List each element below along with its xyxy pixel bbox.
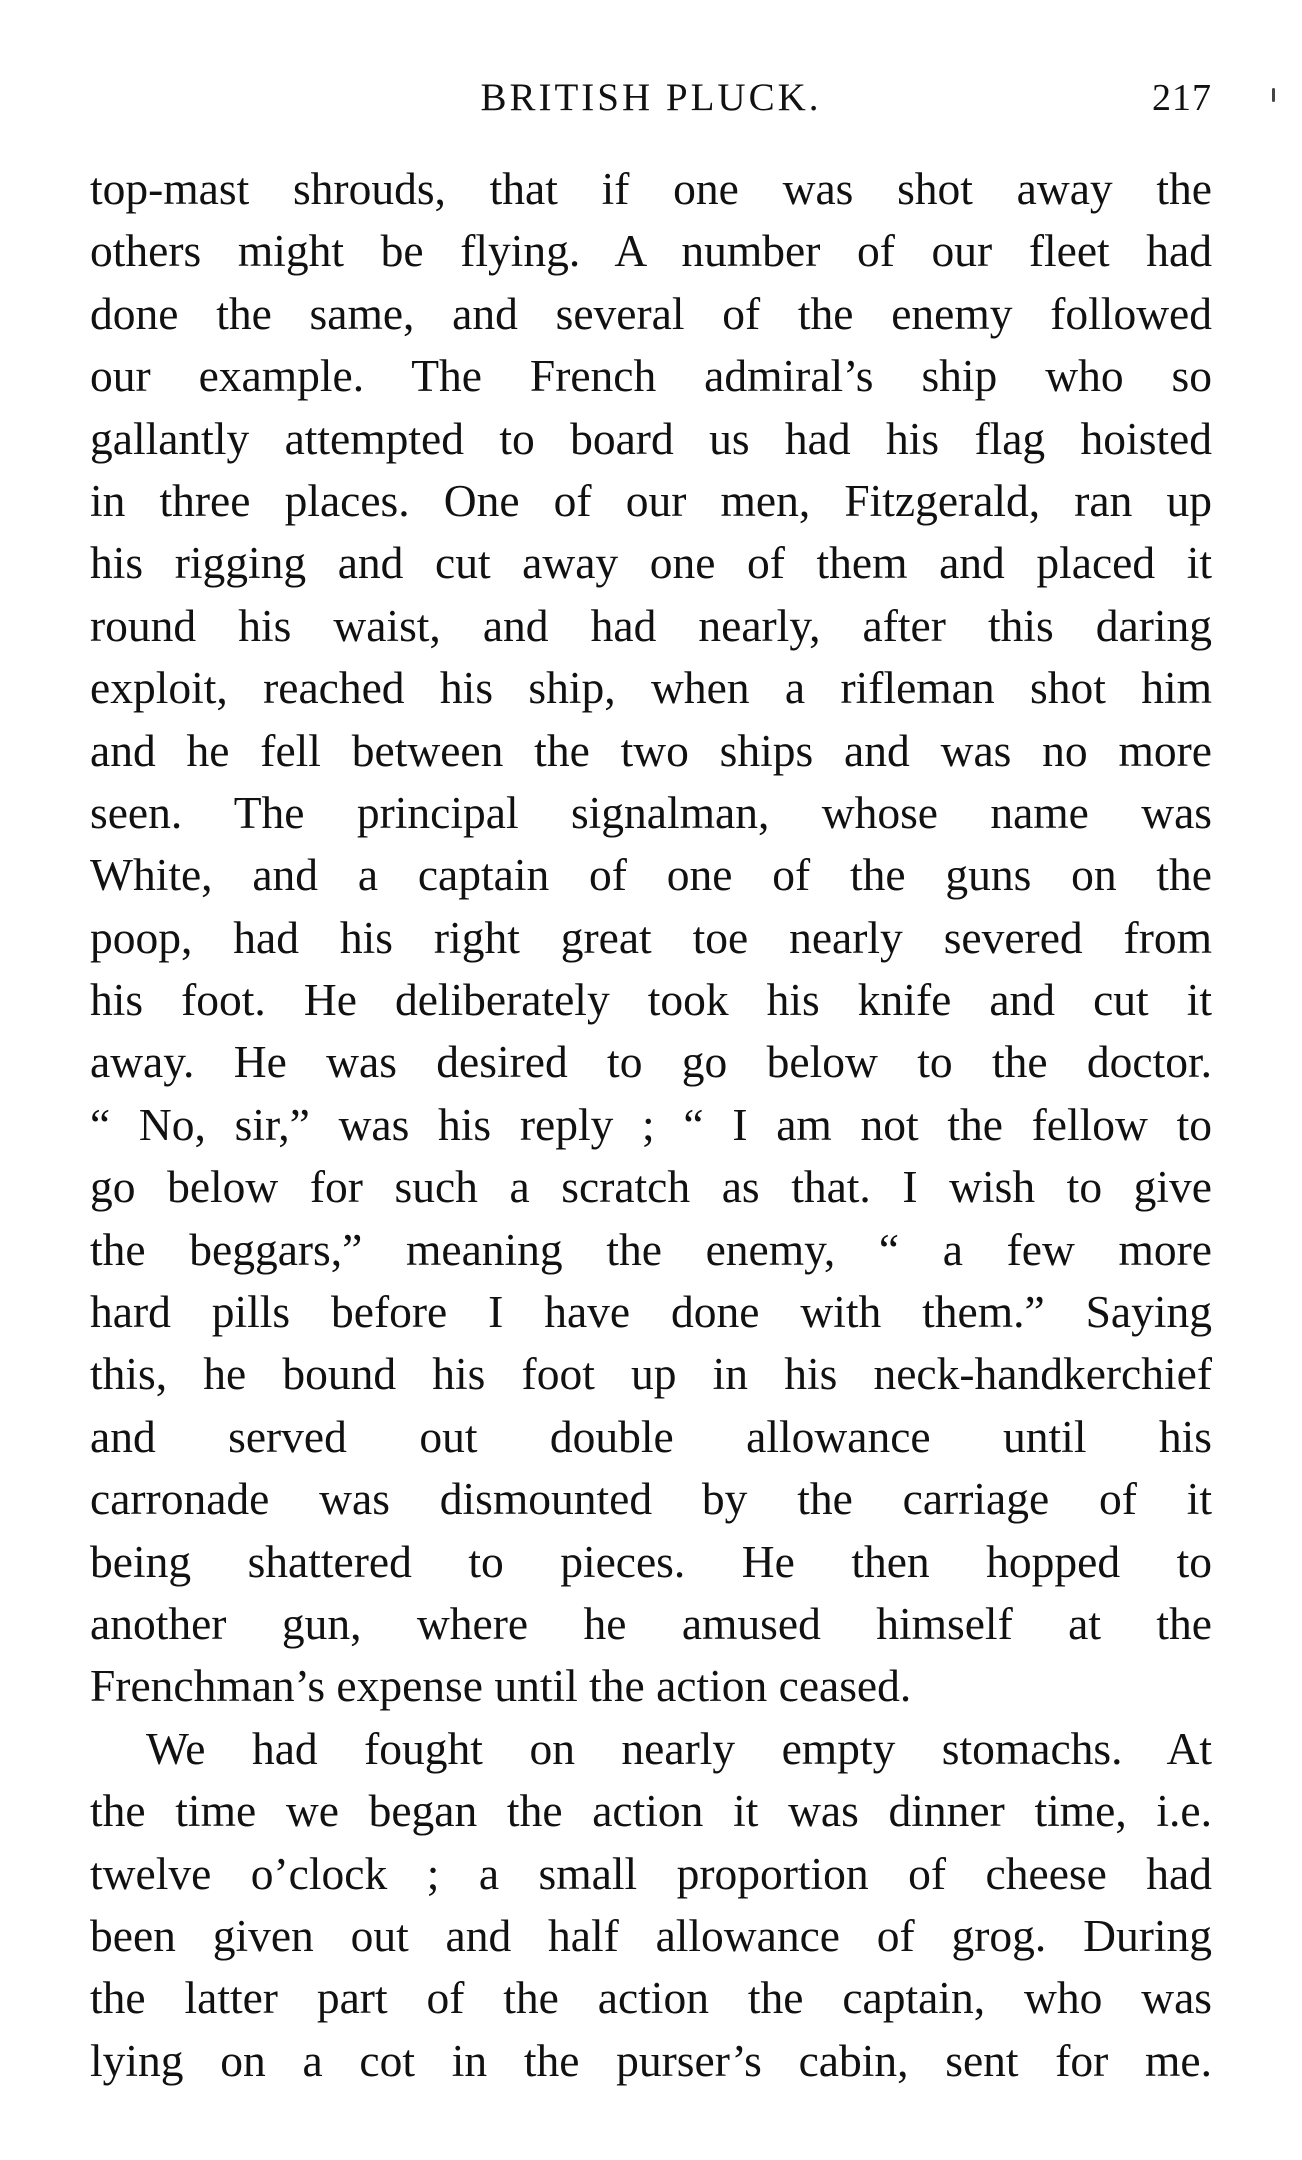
- text-line: away. He was desired to go below to the doctor.: [90, 1036, 1212, 1088]
- text-line: another gun, where he amused himself at the: [90, 1597, 1212, 1649]
- text-line: carronade was dismounted by the carriage of it: [90, 1473, 1212, 1525]
- print-speck: [1272, 88, 1275, 102]
- text-line: twelve o’clock ; a small proportion of cheese had: [90, 1847, 1212, 1899]
- text-line: gallantly attempted to board us had his flag hoisted: [90, 412, 1212, 464]
- text-line: and he fell between the two ships and was no more: [90, 724, 1212, 776]
- text-line: seen. The principal signalman, whose name was: [90, 786, 1212, 838]
- text-line: and served out double allowance until his: [90, 1410, 1212, 1462]
- text-line: the time we began the action it was dinner time, i.e.: [90, 1785, 1212, 1837]
- text-line: go below for such a scratch as that. I wish to give: [90, 1161, 1212, 1213]
- text-line: in three places. One of our men, Fitzgerald, ran up: [90, 474, 1212, 526]
- text-line: others might be flying. A number of our fleet had: [90, 225, 1212, 277]
- text-line: We had fought on nearly empty stomachs. At: [146, 1722, 1212, 1774]
- text-line: done the same, and several of the enemy followed: [90, 287, 1212, 339]
- paragraph: [90, 158, 1212, 1718]
- text-line: the beggars,” meaning the enemy, “ a few more: [90, 1223, 1212, 1275]
- running-title: BRITISH PLUCK.: [480, 76, 822, 119]
- running-header: [90, 68, 1212, 128]
- text-line: lying on a cot in the purser’s cabin, sent for me.: [90, 2034, 1212, 2086]
- text-line: been given out and half allowance of grog. During: [90, 1909, 1212, 1961]
- body-text: [90, 158, 1212, 2092]
- text-line: the latter part of the action the captain, who was: [90, 1972, 1212, 2024]
- text-line: his rigging and cut away one of them and placed it: [90, 537, 1212, 589]
- paragraph: [90, 1718, 1212, 2092]
- text-line: round his waist, and had nearly, after this daring: [90, 599, 1212, 651]
- text-line: poop, had his right great toe nearly severed from: [90, 911, 1212, 963]
- text-line: Frenchman’s expense until the action ceased.: [90, 1660, 912, 1712]
- text-line: this, he bound his foot up in his neck-handkerchief: [90, 1348, 1212, 1400]
- text-line: top-mast shrouds, that if one was shot away the: [90, 163, 1212, 214]
- text-line: our example. The French admiral’s ship who so: [90, 350, 1212, 402]
- text-line: exploit, reached his ship, when a rifleman shot him: [90, 662, 1212, 714]
- text-line: his foot. He deliberately took his knife and cut it: [90, 974, 1212, 1026]
- text-line: being shattered to pieces. He then hopped to: [90, 1535, 1212, 1587]
- text-line: “ No, sir,” was his reply ; “ I am not the fellow to: [90, 1098, 1212, 1150]
- text-line: White, and a captain of one of the guns on the: [90, 849, 1212, 901]
- text-line: hard pills before I have done with them.” Saying: [90, 1286, 1212, 1338]
- page-number: 217: [1152, 77, 1212, 119]
